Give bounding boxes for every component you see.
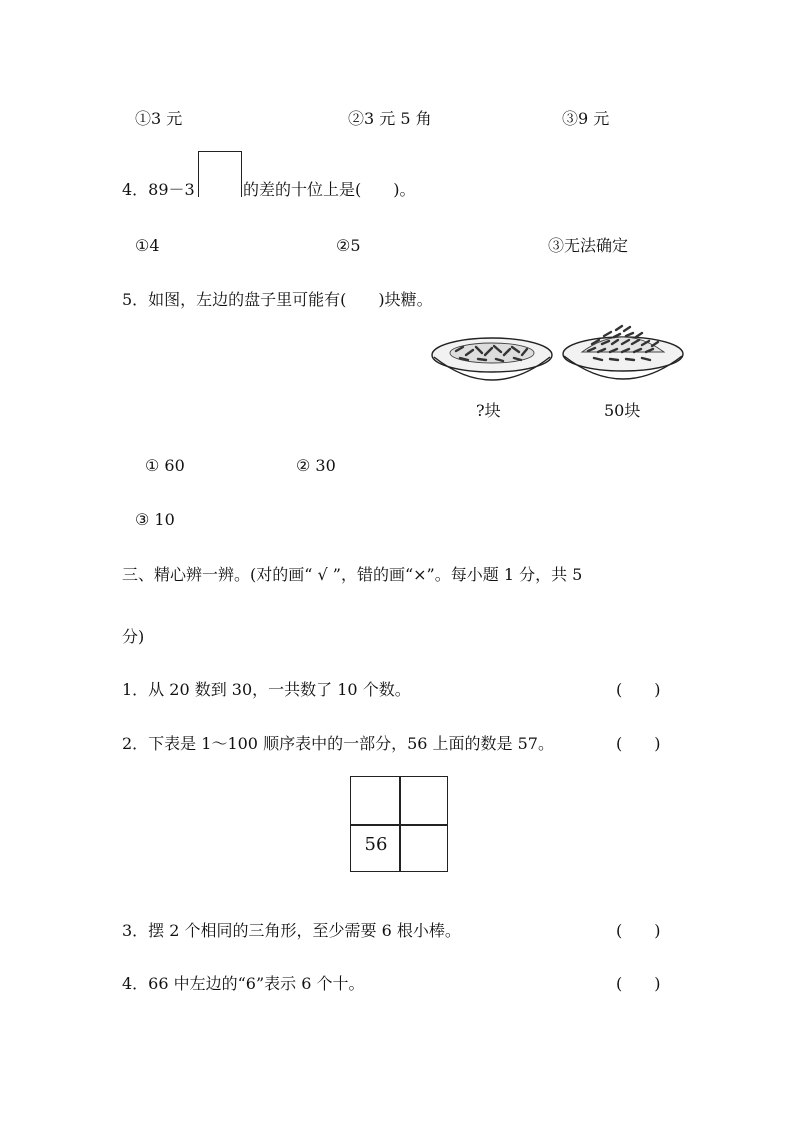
q4-suffix: 的差的十位上是( )。 <box>243 180 416 199</box>
q4-option-3: ③无法确定 <box>548 236 629 255</box>
tf-answer-blank-1[interactable]: ( ) <box>616 680 661 699</box>
candy-plate-left <box>430 333 554 389</box>
q5-question: 5．如图，左边的盘子里可能有( )块糖。 <box>122 290 433 309</box>
q4-option-1: ①4 <box>135 236 160 255</box>
section3-title-cont: 分) <box>122 627 145 646</box>
q4-option-2: ②5 <box>336 236 361 255</box>
tf-item-3: 3．摆 2 个相同的三角形，至少需要 6 根小棒。 <box>122 921 461 940</box>
number-grid <box>350 776 448 872</box>
q5-option-3: ③ 10 <box>135 510 175 529</box>
q5-option-1: ① 60 <box>145 456 185 475</box>
candy-plate-right <box>560 322 686 388</box>
tf-item-4: 4．66 中左边的“6”表示 6 个十。 <box>122 974 365 993</box>
grid-horizontal-line <box>351 824 447 826</box>
q3-option-3: ③9 元 <box>562 109 610 128</box>
q4-digit-box <box>198 151 242 197</box>
q3-option-2: ②3 元 5 角 <box>348 109 432 128</box>
tf-answer-blank-4[interactable]: ( ) <box>616 974 661 993</box>
grid-cell-value: 56 <box>364 834 388 855</box>
q3-option-1: ①3 元 <box>135 109 183 128</box>
tf-item-2: 2．下表是 1～100 顺序表中的一部分，56 上面的数是 57。 <box>122 734 554 753</box>
section3-title: 三、精心辨一辨。(对的画“ √ ”，错的画“×”。每小题 1 分，共 5 <box>122 565 583 584</box>
tf-answer-blank-2[interactable]: ( ) <box>616 734 661 753</box>
plate-left-label: ?块 <box>476 401 501 420</box>
tf-item-1: 1．从 20 数到 30，一共数了 10 个数。 <box>122 680 411 699</box>
q5-option-2: ② 30 <box>296 456 336 475</box>
plate-right-label: 50块 <box>604 401 641 420</box>
q4-prefix: 4．89－3 <box>122 180 195 199</box>
tf-answer-blank-3[interactable]: ( ) <box>616 921 661 940</box>
